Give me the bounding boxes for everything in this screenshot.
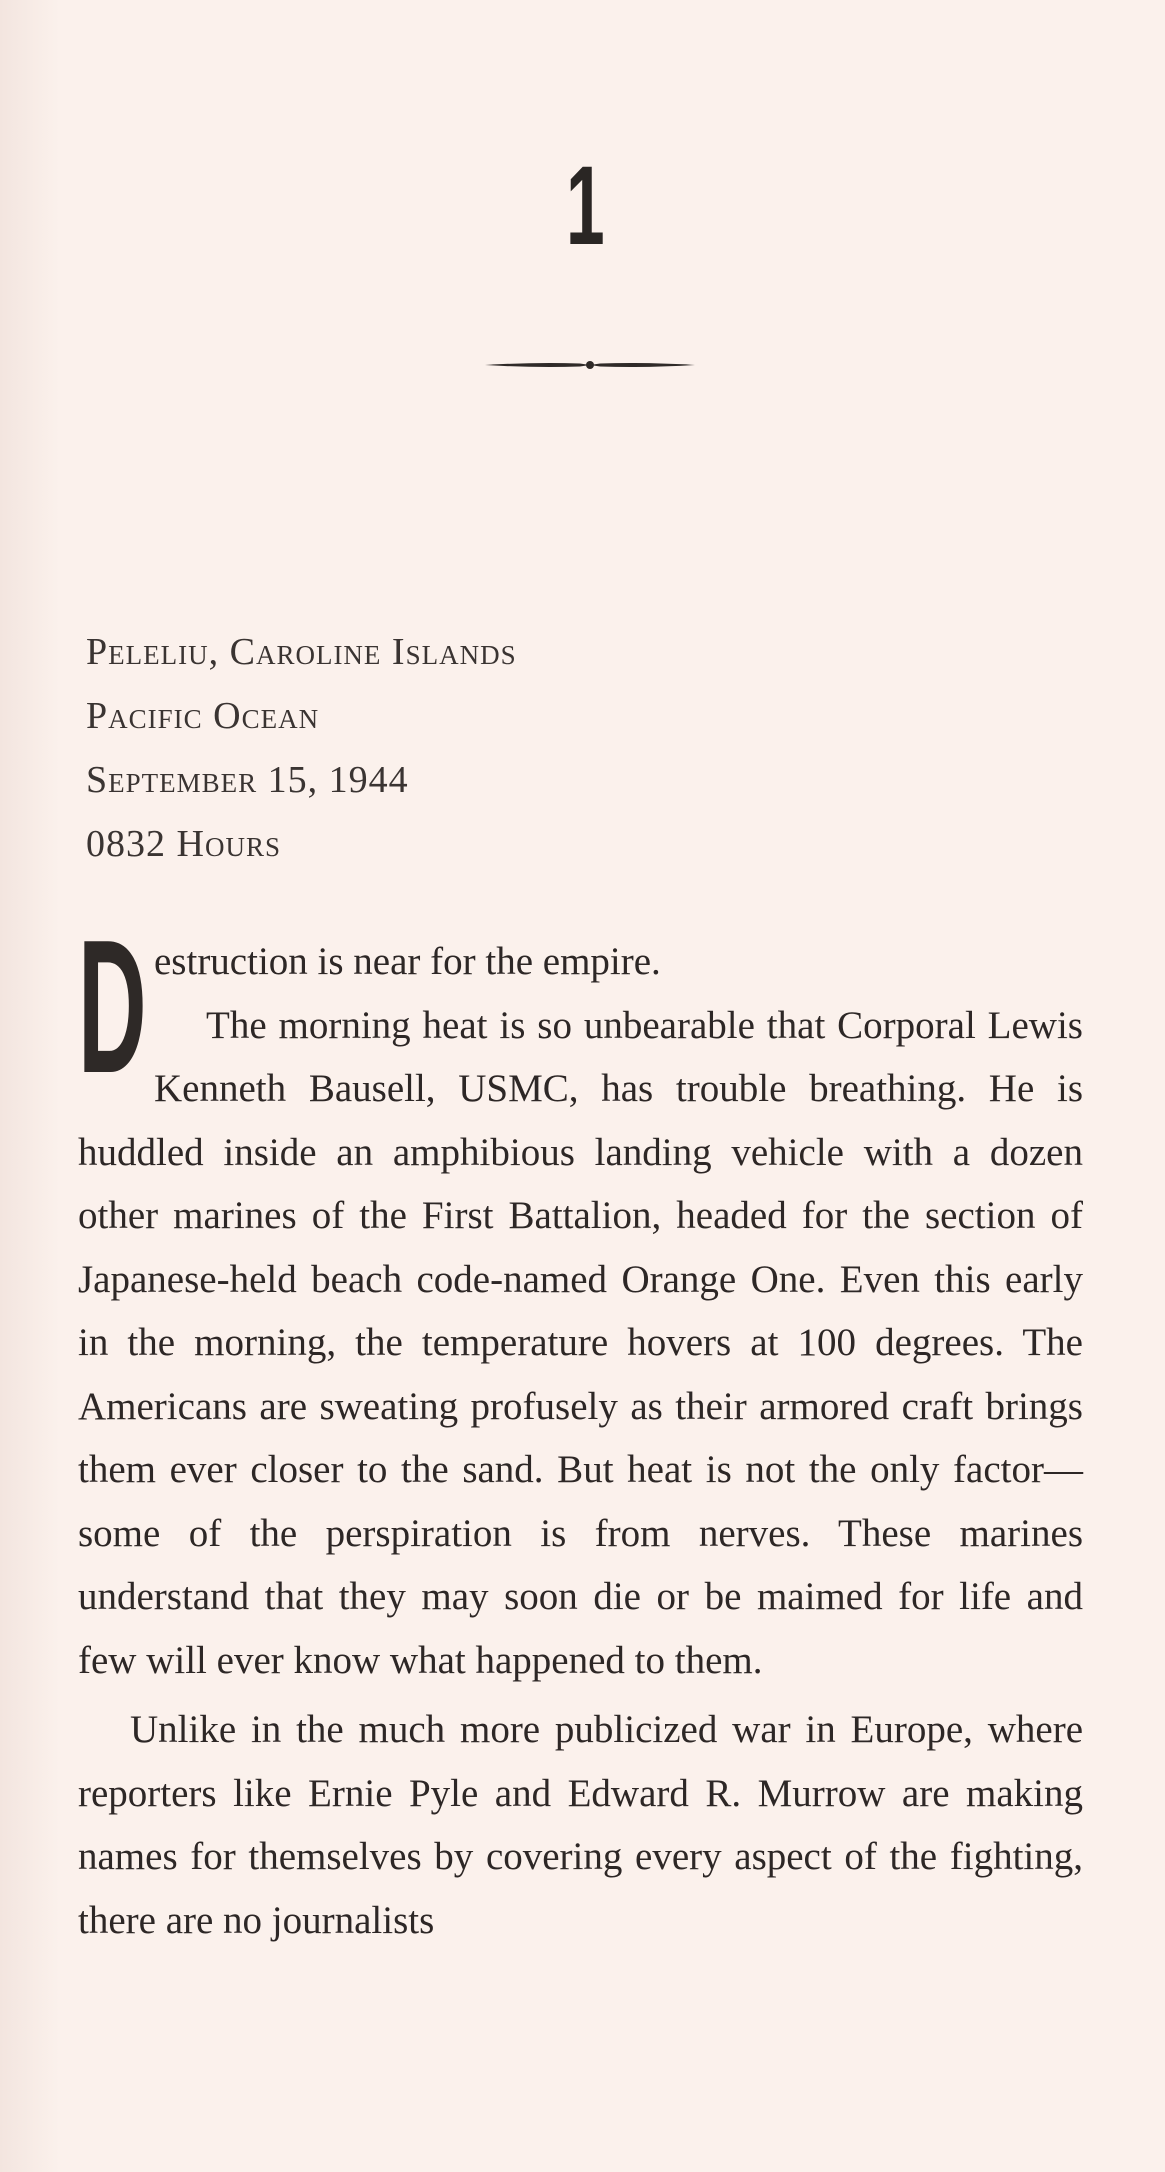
dateline-time: 0832 Hours xyxy=(86,823,281,865)
paragraph-main: The morning heat is so unbearable that Corporal Lewis Kenneth Bausell, USMC, has trouble breathing. He is huddled inside an amphibious landing vehicle with a dozen other marines of the First Battalion, headed for the section of Japanese-held beach code-named Orange One. Even this early in the morning, the temperature hovers at 100 degrees. The Americans are sweating profusely as their armored craft brings them ever closer to the sand. But heat is not the only factor—some of the perspiration is from nerves. These marines understand that they may soon die or be maimed for life and few will ever know what happened to them. xyxy=(78,1003,1083,1682)
chapter-ornament-divider xyxy=(485,357,695,373)
dateline-date: September 15, 1944 xyxy=(86,759,409,801)
dateline-region: Pacific Ocean xyxy=(86,695,320,737)
chapter-number: 1 xyxy=(566,143,605,268)
dateline xyxy=(86,620,517,876)
paragraph-opening: estruction is near for the empire. xyxy=(154,940,661,983)
dateline-location: Peleliu, Caroline Islands xyxy=(86,631,517,673)
chapter-body xyxy=(78,901,1083,1952)
page-gutter-shadow xyxy=(0,0,60,2172)
paragraph-continuing: Unlike in the much more publicized war in Europe, where reporters like Ernie Pyle and Edward R. Murrow are making names for themselves by covering every aspect of the fighting, there are no journalists xyxy=(78,1708,1083,1942)
drop-cap-letter: D xyxy=(78,901,147,1113)
